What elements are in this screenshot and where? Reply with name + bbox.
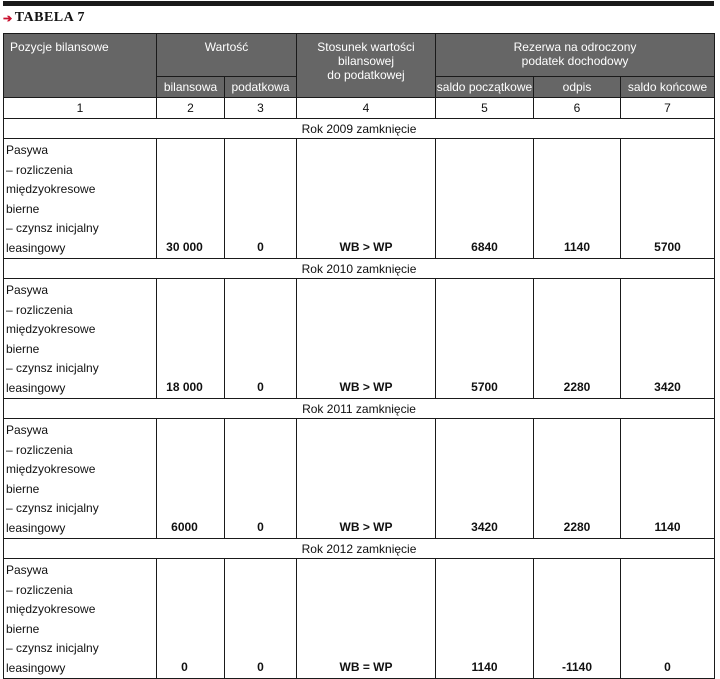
description-line: Pasywa	[6, 563, 49, 577]
value-saldo-koncowe: 1140	[621, 419, 715, 539]
value-saldo-poczatkowe: 1140	[436, 559, 534, 679]
header-rezerwa-line1: Rezerwa na odroczony	[513, 40, 637, 54]
value-bilansowa: 30 000	[157, 139, 225, 259]
description-line: – rozliczenia międzyokresowe	[6, 582, 96, 616]
value-podatkowa: 0	[225, 559, 297, 679]
year-header-row	[4, 259, 715, 279]
value-bilansowa: 0	[157, 559, 225, 679]
description-line: – rozliczenia międzyokresowe	[6, 442, 96, 476]
header-stosunek-line3: do podatkowej	[327, 68, 405, 82]
position-description	[4, 419, 157, 539]
column-number: 2	[157, 98, 225, 119]
header-rezerwa	[436, 34, 715, 77]
value-odpis: 1140	[534, 139, 621, 259]
year-label: Rok 2009 zamknięcie	[4, 119, 715, 139]
header-stosunek-line1: Stosunek wartości	[317, 40, 415, 54]
year-label: Rok 2010 zamknięcie	[4, 259, 715, 279]
data-row	[4, 139, 715, 259]
table-body	[4, 98, 715, 679]
value-odpis: -1140	[534, 559, 621, 679]
header-pozycje: Pozycje bilansowe	[4, 34, 157, 98]
header-saldo-koncowe: saldo końcowe	[621, 77, 715, 98]
value-odpis: 2280	[534, 419, 621, 539]
value-bilansowa: 18 000	[157, 279, 225, 399]
description-line: bierne	[6, 481, 40, 496]
data-row	[4, 419, 715, 539]
year-header-row	[4, 399, 715, 419]
value-stosunek: WB = WP	[297, 559, 436, 679]
position-description	[4, 279, 157, 399]
description-line: Pasywa	[6, 423, 49, 437]
red-arrow-icon: ➔	[3, 12, 13, 25]
description-line: – rozliczenia międzyokresowe	[6, 302, 96, 336]
column-number: 7	[621, 98, 715, 119]
value-saldo-poczatkowe: 6840	[436, 139, 534, 259]
column-number: 5	[436, 98, 534, 119]
value-podatkowa: 0	[225, 279, 297, 399]
description-line: – czynsz inicjalny leasingowy	[6, 221, 99, 255]
description-line: bierne	[6, 341, 40, 356]
value-saldo-koncowe: 5700	[621, 139, 715, 259]
value-stosunek: WB > WP	[297, 419, 436, 539]
description-line: – czynsz inicjalny leasingowy	[6, 501, 99, 535]
column-number: 3	[225, 98, 297, 119]
value-podatkowa: 0	[225, 139, 297, 259]
header-rezerwa-line2: podatek dochodowy	[521, 54, 629, 68]
description-line: – czynsz inicjalny leasingowy	[6, 641, 99, 675]
year-label: Rok 2012 zamknięcie	[4, 539, 715, 559]
header-saldo-poczatkowe: saldo początkowe	[436, 77, 534, 98]
position-description	[4, 559, 157, 679]
value-odpis: 2280	[534, 279, 621, 399]
year-label: Rok 2011 zamknięcie	[4, 399, 715, 419]
value-podatkowa: 0	[225, 419, 297, 539]
description-line: bierne	[6, 621, 40, 636]
value-saldo-poczatkowe: 5700	[436, 279, 534, 399]
value-bilansowa: 6000	[157, 419, 225, 539]
description-line: – czynsz inicjalny leasingowy	[6, 361, 99, 395]
position-description	[4, 139, 157, 259]
description-line: bierne	[6, 201, 40, 216]
data-row	[4, 279, 715, 399]
value-stosunek: WB > WP	[297, 279, 436, 399]
header-wartosc: Wartość	[157, 34, 297, 77]
header-odpis: odpis	[534, 77, 621, 98]
value-stosunek: WB > WP	[297, 139, 436, 259]
column-number-row	[4, 98, 715, 119]
description-line: Pasywa	[6, 143, 49, 157]
year-header-row	[4, 119, 715, 139]
table-title	[3, 9, 85, 27]
header-bilansowa: bilansowa	[157, 77, 225, 98]
top-rule	[3, 1, 714, 6]
table-title-text: TABELA 7	[14, 10, 85, 25]
data-row	[4, 559, 715, 679]
column-number: 6	[534, 98, 621, 119]
header-podatkowa: podatkowa	[225, 77, 297, 98]
column-number: 4	[297, 98, 436, 119]
header-stosunek	[297, 34, 436, 98]
header-stosunek-line2: bilansowej	[337, 54, 395, 68]
value-saldo-poczatkowe: 3420	[436, 419, 534, 539]
table-header	[4, 34, 715, 98]
description-line: Pasywa	[6, 283, 49, 297]
value-saldo-koncowe: 0	[621, 559, 715, 679]
balance-table	[3, 33, 715, 679]
value-saldo-koncowe: 3420	[621, 279, 715, 399]
column-number: 1	[4, 98, 157, 119]
description-line: – rozliczenia międzyokresowe	[6, 162, 96, 196]
